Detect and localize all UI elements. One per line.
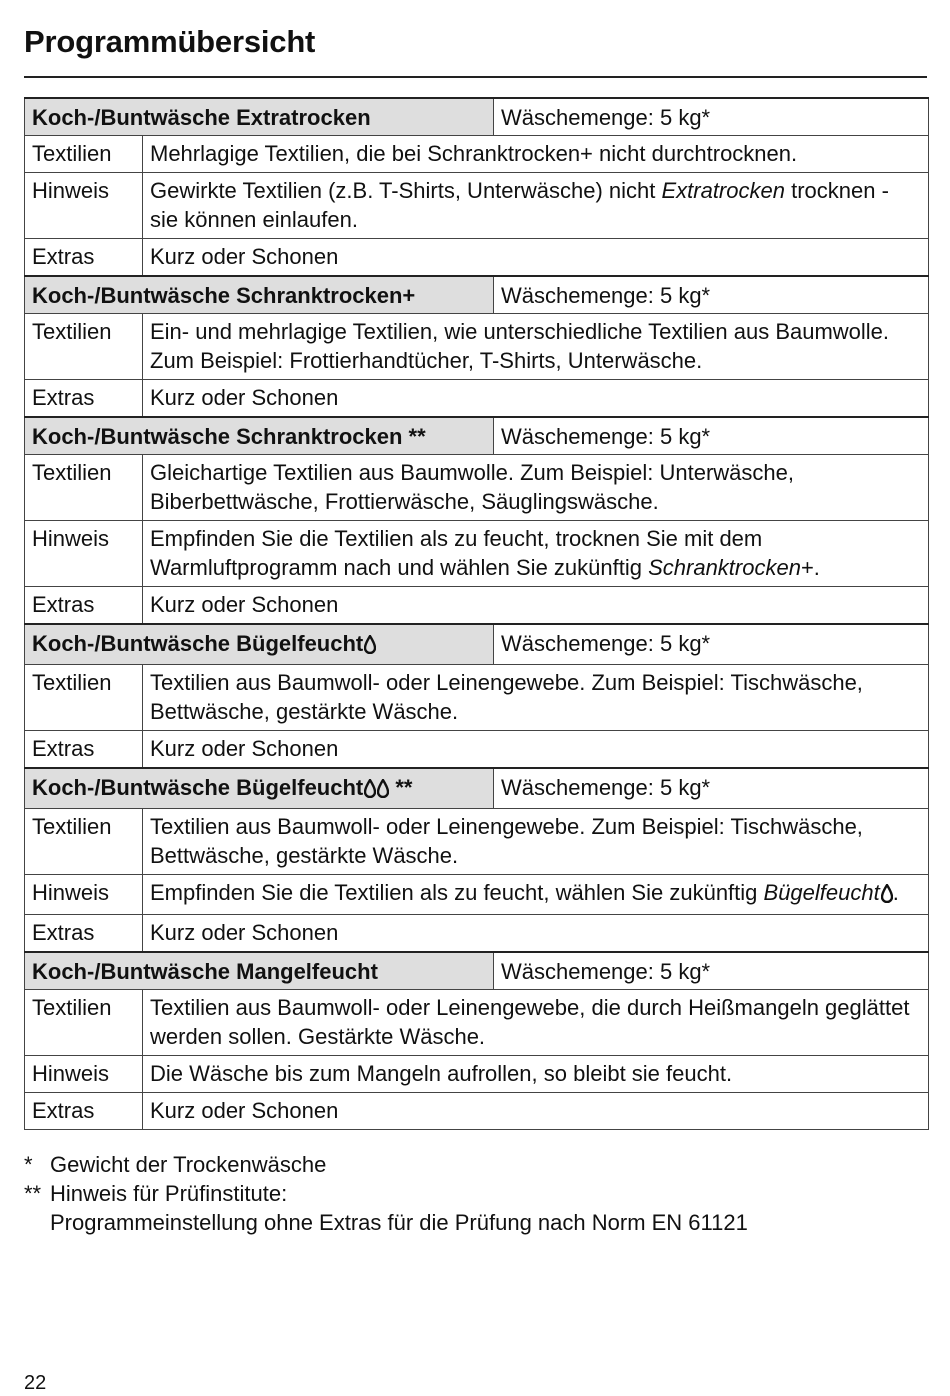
table-row (25, 875, 929, 915)
hint-text: trocknen - sie können einlaufen. (150, 178, 889, 232)
row-value: Die Wäsche bis zum Mangeln aufrollen, so bleibt sie feucht. (143, 1056, 929, 1093)
program-load: Wäschemenge: 5 kg* (494, 624, 929, 665)
row-value: Textilien aus Baumwoll- oder Leinengewebe. Zum Beispiel: Tischwäsche, Bettwäsche, gestärkte Wäsche. (143, 665, 929, 731)
footnote (24, 1179, 748, 1208)
footnote-text: Gewicht der Trockenwäsche (50, 1152, 327, 1177)
drop-icon (881, 881, 893, 910)
row-label: Textilien (25, 314, 143, 380)
footnote-continuation: Programmeinstellung ohne Extras für die Prüfung nach Norm EN 61121 (50, 1210, 748, 1235)
row-value: Kurz oder Schonen (143, 915, 929, 953)
program-name-suffix: ** (389, 775, 413, 800)
table-row (25, 665, 929, 731)
row-label: Hinweis (25, 521, 143, 587)
table-row (25, 731, 929, 769)
table-row (25, 239, 929, 277)
row-value (143, 875, 929, 915)
row-label: Textilien (25, 665, 143, 731)
table-row (25, 136, 929, 173)
row-value: Kurz oder Schonen (143, 587, 929, 625)
row-label: Hinweis (25, 173, 143, 239)
table-row (25, 314, 929, 380)
program-header-row (25, 417, 929, 455)
row-label: Extras (25, 587, 143, 625)
row-value: Kurz oder Schonen (143, 1093, 929, 1130)
hint-text: +. (800, 555, 820, 580)
program-load: Wäschemenge: 5 kg* (494, 417, 929, 455)
table-row (25, 809, 929, 875)
table-row (25, 455, 929, 521)
footnote-mark: * (24, 1152, 33, 1177)
program-name: Koch-/Buntwäsche Extratrocken (25, 98, 494, 136)
row-value: Kurz oder Schonen (143, 380, 929, 418)
table-row (25, 915, 929, 953)
program-header-row (25, 952, 929, 990)
program-name-text: Koch-/Buntwäsche Bügelfeucht (32, 775, 364, 800)
row-label: Extras (25, 915, 143, 953)
row-value: Kurz oder Schonen (143, 731, 929, 769)
footnote-text: Hinweis für Prüfinstitute: (50, 1181, 288, 1206)
hint-program-name: Bügelfeucht (763, 880, 880, 905)
program-name (25, 624, 494, 665)
drop-icon (377, 776, 389, 805)
row-label: Textilien (25, 136, 143, 173)
program-name: Koch-/Buntwäsche Schranktrocken+ (25, 276, 494, 314)
footnote (24, 1150, 748, 1179)
program-load: Wäschemenge: 5 kg* (494, 952, 929, 990)
program-name-text: Koch-/Buntwäsche Bügelfeucht (32, 631, 364, 656)
program-name: Koch-/Buntwäsche Schranktrocken ** (25, 417, 494, 455)
row-label: Hinweis (25, 1056, 143, 1093)
program-header-row (25, 768, 929, 809)
row-value: Kurz oder Schonen (143, 239, 929, 277)
row-value: Textilien aus Baumwoll- oder Leinengewebe, die durch Heißmangeln geglättet werden sollen. Gestärkte Wäsche. (143, 990, 929, 1056)
row-value (143, 173, 929, 239)
row-value: Gleichartige Textilien aus Baumwolle. Zum Beispiel: Unterwäsche, Biberbettwäsche, Frottierwäsche, Säuglingswäsche. (143, 455, 929, 521)
program-load: Wäschemenge: 5 kg* (494, 98, 929, 136)
hint-text: Gewirkte Textilien (z.B. T-Shirts, Unterwäsche) nicht (150, 178, 662, 203)
page-number: 22 (24, 1372, 47, 1394)
hint-text: Empfinden Sie die Textilien als zu feucht, wählen Sie zukünftig (150, 880, 764, 905)
drop-icon (364, 776, 376, 805)
row-value: Mehrlagige Textilien, die bei Schranktrocken+ nicht durchtrocknen. (143, 136, 929, 173)
hint-text: Empfinden Sie die Textilien als zu feucht, trocknen Sie mit dem Warmluftprogramm nach und wählen Sie zukünftig (150, 526, 763, 580)
row-value (143, 521, 929, 587)
program-load: Wäschemenge: 5 kg* (494, 768, 929, 809)
row-label: Textilien (25, 990, 143, 1056)
drop-icon (364, 632, 376, 661)
table-row (25, 1093, 929, 1130)
row-label: Textilien (25, 809, 143, 875)
hint-program-name: Extratrocken (661, 178, 785, 203)
program-header-row (25, 98, 929, 136)
row-label: Extras (25, 1093, 143, 1130)
program-header-row (25, 276, 929, 314)
hint-text: . (892, 880, 899, 905)
row-value: Ein- und mehrlagige Textilien, wie unterschiedliche Textilien aus Baumwolle. Zum Beispiel: Frottierhandtücher, T-Shirts, Unterwäsche. (143, 314, 929, 380)
program-load: Wäschemenge: 5 kg* (494, 276, 929, 314)
row-label: Hinweis (25, 875, 143, 915)
table-row (25, 380, 929, 418)
program-overview-table (24, 97, 929, 1130)
program-name: Koch-/Buntwäsche Mangelfeucht (25, 952, 494, 990)
page-title: Programmübersicht (24, 24, 316, 59)
table-row (25, 173, 929, 239)
program-header-row (25, 624, 929, 665)
footnotes (24, 1150, 748, 1237)
row-label: Extras (25, 239, 143, 277)
program-name (25, 768, 494, 809)
title-divider (24, 76, 927, 78)
table-row (25, 587, 929, 625)
row-label: Extras (25, 380, 143, 418)
hint-program-name: Schranktrocken (648, 555, 801, 580)
footnote-mark: ** (24, 1181, 42, 1206)
table-row (25, 990, 929, 1056)
row-value: Textilien aus Baumwoll- oder Leinengewebe. Zum Beispiel: Tischwäsche, Bettwäsche, gestärkte Wäsche. (143, 809, 929, 875)
row-label: Extras (25, 731, 143, 769)
table-row (25, 1056, 929, 1093)
row-label: Textilien (25, 455, 143, 521)
table-row (25, 521, 929, 587)
